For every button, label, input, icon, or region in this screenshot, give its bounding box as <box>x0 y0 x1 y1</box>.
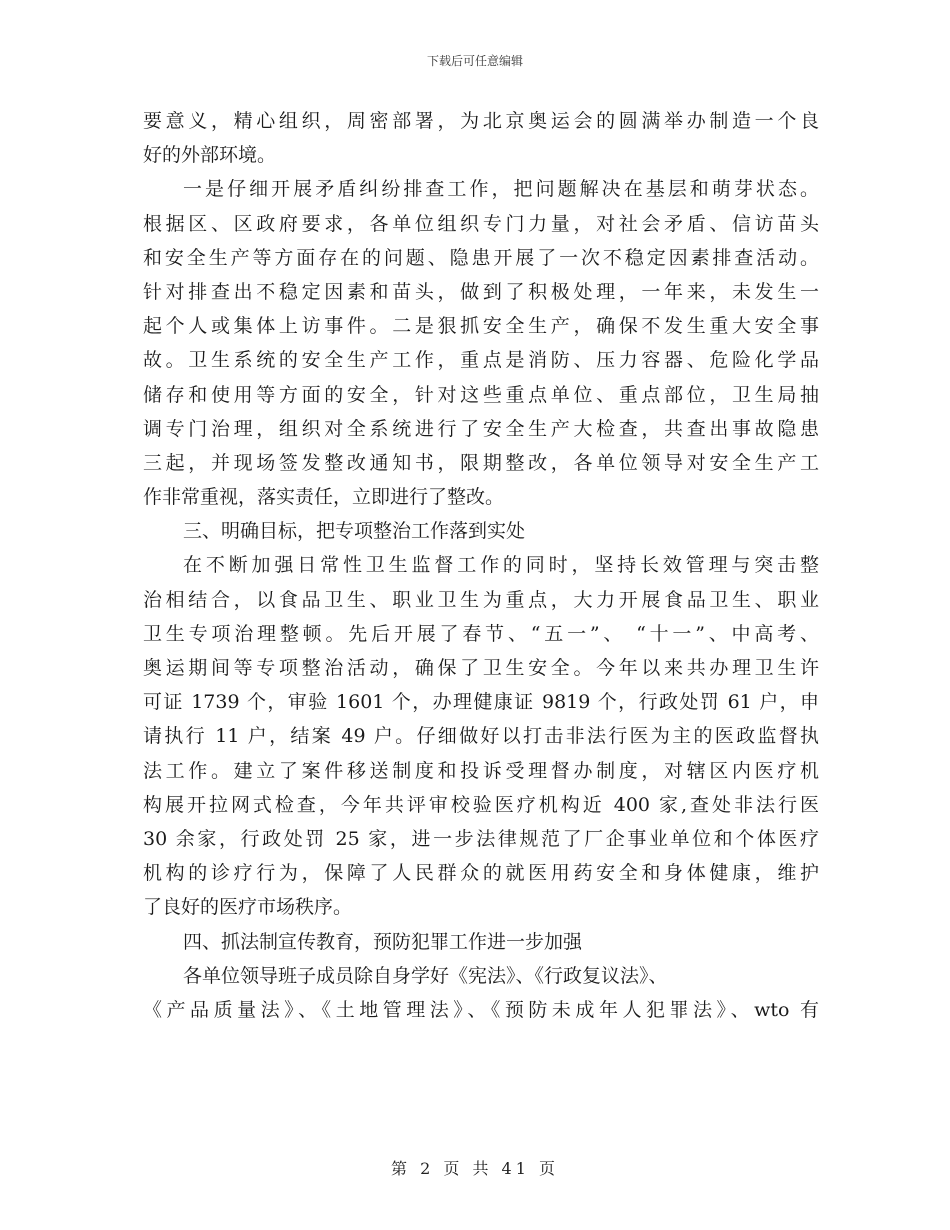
body-text <box>143 104 819 1027</box>
text-line: 30 余家，行政处罚 25 家，进一步法律规范了厂企事业单位和个体医疗 <box>143 827 819 850</box>
text-line: 各单位领导班子成员除自身学好《宪法》、《行政复议法》、 <box>183 964 668 987</box>
text-line: 起个人或集体上访事件。二是狠抓安全生产，确保不发生重大安全事 <box>143 315 819 338</box>
text-line: 要意义，精心组织，周密部署，为北京奥运会的圆满举办制造一个良 <box>143 110 819 132</box>
text-line: 可证 1739 个，审验 1601 个，办理健康证 9819 个，行政处罚 61 户，申 <box>143 691 819 714</box>
text-line: 故。卫生系统的安全生产工作，重点是消防、压力容器、危险化学品 <box>143 349 819 372</box>
text-line: 根据区、区政府要求，各单位组织专门力量，对社会矛盾、信访苗头 <box>143 212 819 235</box>
text-line: 和安全生产等方面存在的问题、隐患开展了一次不稳定因素排查活动。 <box>143 246 819 269</box>
text-line: 四、抓法制宣传教育，预防犯罪工作进一步加强 <box>183 930 583 953</box>
text-line: 治相结合，以食品卫生、职业卫生为重点，大力开展食品卫生、职业 <box>143 588 819 611</box>
text-line: 三起，并现场签发整改通知书，限期整改，各单位领导对安全生产工 <box>143 451 819 474</box>
text-line: 调专门治理，组织对全系统进行了安全生产大检查，共查出事故隐患 <box>143 417 819 440</box>
text-line: 一是仔细开展矛盾纠纷排查工作，把问题解决在基层和萌芽状态。 <box>183 178 819 201</box>
text-line: 好的外部环境。 <box>143 144 277 167</box>
text-line: 奥运期间等专项整治活动，确保了卫生安全。今年以来共办理卫生许 <box>143 657 819 679</box>
text-line: 针对排查出不稳定因素和苗头，做到了积极处理，一年来，未发生一 <box>143 280 819 303</box>
text-line: 《产品质量法》、《土地管理法》、《预防未成年人犯罪法》、wto 有 <box>143 998 819 1021</box>
text-line: 储存和使用等方面的安全，针对这些重点单位、重点部位，卫生局抽 <box>143 383 819 406</box>
text-line: 请执行 11 户，结案 49 户。仔细做好以打击非法行医为主的医政监督执 <box>143 725 819 748</box>
page-footer: 第 2 页 共 41 页 <box>391 1159 559 1178</box>
text-line: 三、明确目标，把专项整治工作落到实处 <box>183 520 526 543</box>
text-line: 构展开拉网式检查，今年共评审校验医疗机构近 400 家,查处非法行医 <box>143 793 819 816</box>
text-line: 机构的诊疗行为，保障了人民群众的就医用药安全和身体健康，维护 <box>143 862 819 885</box>
text-line: 作非常重视，落实责任，立即进行了整改。 <box>143 486 505 509</box>
text-line: 卫生专项治理整顿。先后开展了春节、“五一”、 “十一”、中高考、 <box>143 622 819 645</box>
text-line: 法工作。建立了案件移送制度和投诉受理督办制度，对辖区内医疗机 <box>143 759 819 782</box>
page-header: 下载后可任意编辑 <box>426 54 523 68</box>
text-line: 在不断加强日常性卫生监督工作的同时，坚持长效管理与突击整 <box>183 554 819 577</box>
text-line: 了良好的医疗市场秩序。 <box>143 896 353 919</box>
